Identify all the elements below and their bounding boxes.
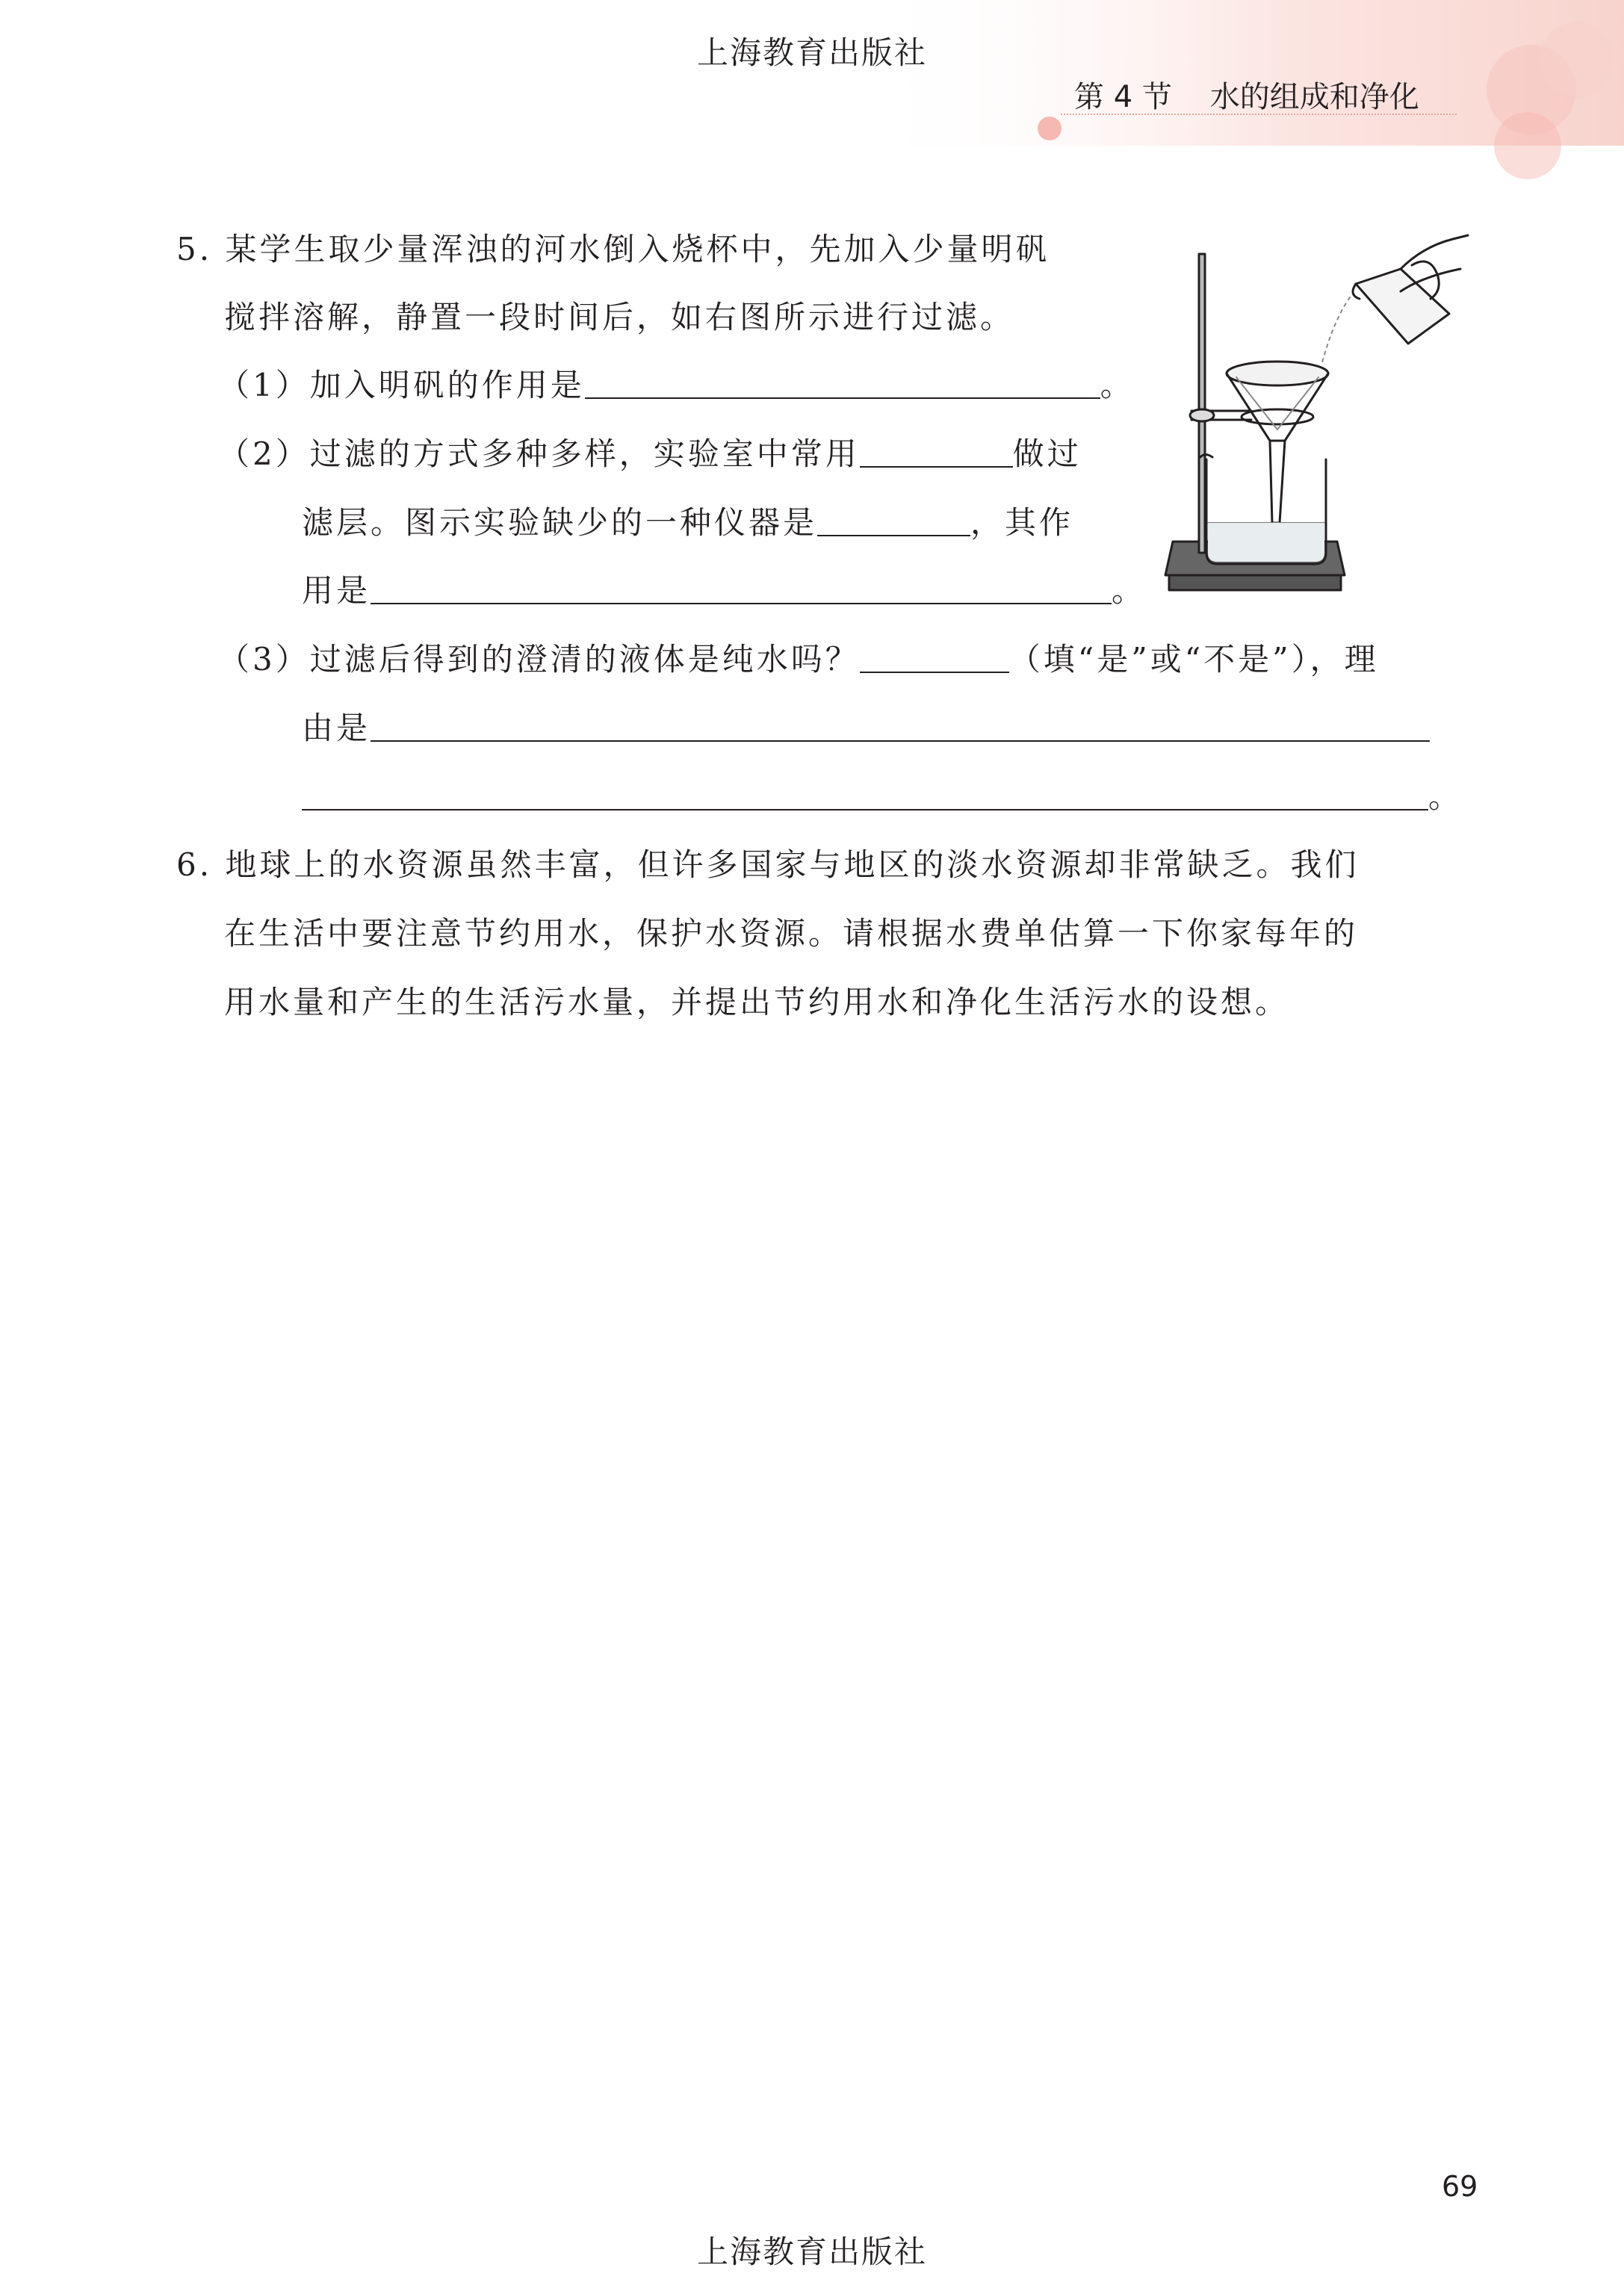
q5-text-line1: 某学生取少量浑浊的河水倒入烧杯中，先加入少量明矾 (225, 231, 1050, 267)
publisher-footer: 上海教育出版社 (696, 2233, 927, 2270)
full-stop: 。 (1112, 572, 1147, 609)
q5-part1-text: 加入明矾的作用是 (309, 367, 585, 403)
q5-part3-number: （3） (218, 641, 310, 678)
answer-blank-instrument-function[interactable] (371, 573, 1112, 604)
q5-number: 5. (176, 231, 213, 267)
q5-part3-line2 (302, 706, 1430, 751)
answer-blank-missing-instrument[interactable] (817, 505, 970, 536)
q5-part1 (218, 363, 1135, 408)
section-title: 水的组成和净化 (1209, 80, 1419, 114)
section-number: 第 4 节 (1074, 80, 1172, 114)
answer-blank-reason-line1[interactable] (371, 710, 1430, 742)
page-number: 69 (1442, 2170, 1478, 2203)
q5-part2-number: （2） (218, 435, 310, 472)
q6-line1 (176, 843, 1359, 887)
q5-part3-line3 (302, 775, 1463, 819)
filtration-apparatus-figure (1154, 224, 1475, 605)
q5-part2-line3 (302, 568, 1146, 613)
section-heading (1074, 73, 1419, 116)
answer-blank-filter-layer[interactable] (860, 436, 1013, 468)
section-rule (1061, 114, 1457, 115)
q5-part3-text-a: 过滤后得到的澄清的液体是纯水吗？ (309, 641, 860, 678)
q5-part2-line2-text-a: 滤层。图示实验缺少的一种仪器是 (302, 504, 818, 541)
q5-part2-line2-text-b: ，其作 (970, 504, 1074, 541)
q5-part3 (218, 637, 1379, 682)
answer-blank-alum-purpose[interactable] (585, 368, 1100, 399)
full-stop: 。 (1100, 367, 1135, 403)
q5-part2-line3-text: 用是 (302, 572, 371, 609)
q5-part2-text-a: 过滤的方式多种多样，实验室中常用 (309, 435, 860, 472)
q5-part3-line2-text: 由是 (302, 710, 371, 746)
full-stop: 。 (1428, 778, 1463, 815)
answer-blank-pure-water[interactable] (860, 642, 1009, 673)
q6-text-line2: 在生活中要注意节约用水，保护水资源。请根据水费单估算一下你家每年的 (224, 915, 1359, 952)
q5-line1 (176, 227, 1050, 272)
q5-part2 (218, 432, 1082, 477)
publisher-header: 上海教育出版社 (696, 34, 927, 71)
q5-text-line2: 搅拌溶解，静置一段时间后，如右图所示进行过滤。 (224, 299, 1015, 335)
q6-number: 6. (176, 846, 213, 883)
q6-text-line1: 地球上的水资源虽然丰富，但许多国家与地区的淡水资源却非常缺乏。我们 (225, 846, 1360, 883)
q6-text-line3: 用水量和产生的生活污水量，并提出节约用水和净化生活污水的设想。 (224, 984, 1290, 1020)
answer-blank-reason-line2[interactable] (302, 779, 1428, 810)
q5-part2-line2 (302, 500, 1073, 545)
q5-part1-number: （1） (218, 367, 310, 403)
q5-part2-text-b: 做过 (1012, 435, 1082, 472)
q5-part3-text-b: （填“是”或“不是”），理 (1008, 641, 1379, 678)
